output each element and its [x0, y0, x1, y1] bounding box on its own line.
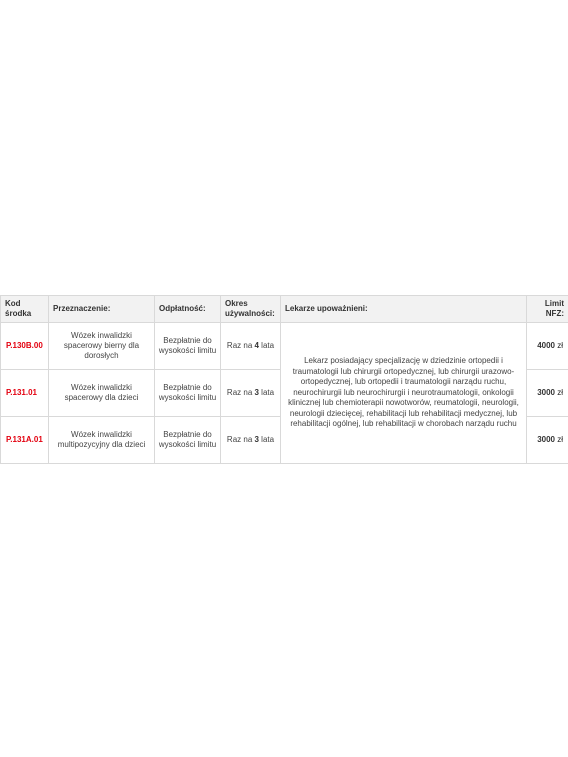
row-payment: Bezpłatnie do wysokości limitu: [155, 417, 221, 464]
limit-currency: zł: [555, 388, 563, 397]
period-number: 4: [254, 341, 259, 350]
period-prefix: Raz na: [226, 341, 255, 350]
limit-amount: 3000: [537, 388, 555, 397]
header-period: Okres używalności:: [221, 296, 281, 323]
period-suffix: lata: [258, 388, 275, 397]
header-code: Kod środka: [1, 296, 49, 323]
period-suffix: lata: [258, 341, 275, 350]
period-number: 3: [254, 388, 259, 397]
row-period: [221, 370, 281, 417]
row-purpose: Wózek inwalidzki multipozycyjny dla dzieci: [49, 417, 155, 464]
limit-currency: zł: [555, 341, 563, 350]
row-period: [221, 323, 281, 370]
header-purpose: Przeznaczenie:: [49, 296, 155, 323]
limit-amount: 3000: [537, 435, 555, 444]
table-header-row: [1, 296, 568, 323]
authorized-doctors-cell: Lekarz posiadający specjalizację w dziedzinie ortopedii i traumatologii lub chirurgii ortopedycznej, lub chirurgii urazowo-ortopedycznej, lub ortopedii i traumatologii narządu ruchu, neurochirurgii lub neurochirurgii i neurotraumatologii, onkologii klinicznej lub chemioterapii nowotworów, reumatologii, neurologii, neurologii dziecięcej, rehabilitacji lub rehabilitacji medycznej, lub rehabilitacji ogólnej, lub rehabilitacji w chorobach narządu ruchu: [281, 323, 527, 464]
row-code: P.131.01: [1, 370, 49, 417]
header-payment: Odpłatność:: [155, 296, 221, 323]
row-period: [221, 417, 281, 464]
row-purpose: Wózek inwalidzki spacerowy dla dzieci: [49, 370, 155, 417]
row-code: P.130B.00: [1, 323, 49, 370]
period-prefix: Raz na: [226, 435, 255, 444]
period-prefix: Raz na: [226, 388, 255, 397]
table-row: [1, 323, 568, 370]
row-code: P.131A.01: [1, 417, 49, 464]
row-purpose: Wózek inwalidzki spacerowy bierny dla dorosłych: [49, 323, 155, 370]
row-limit: [527, 323, 568, 370]
row-limit: [527, 417, 568, 464]
limit-amount: 4000: [537, 341, 555, 350]
row-payment: Bezpłatnie do wysokości limitu: [155, 323, 221, 370]
wheelchair-limits-table: [0, 295, 568, 464]
row-limit: [527, 370, 568, 417]
row-payment: Bezpłatnie do wysokości limitu: [155, 370, 221, 417]
header-limit: Limit NFZ:: [527, 296, 568, 323]
period-suffix: lata: [258, 435, 275, 444]
limit-currency: zł: [555, 435, 563, 444]
period-number: 3: [254, 435, 259, 444]
header-doctors: Lekarze upoważnieni:: [281, 296, 527, 323]
